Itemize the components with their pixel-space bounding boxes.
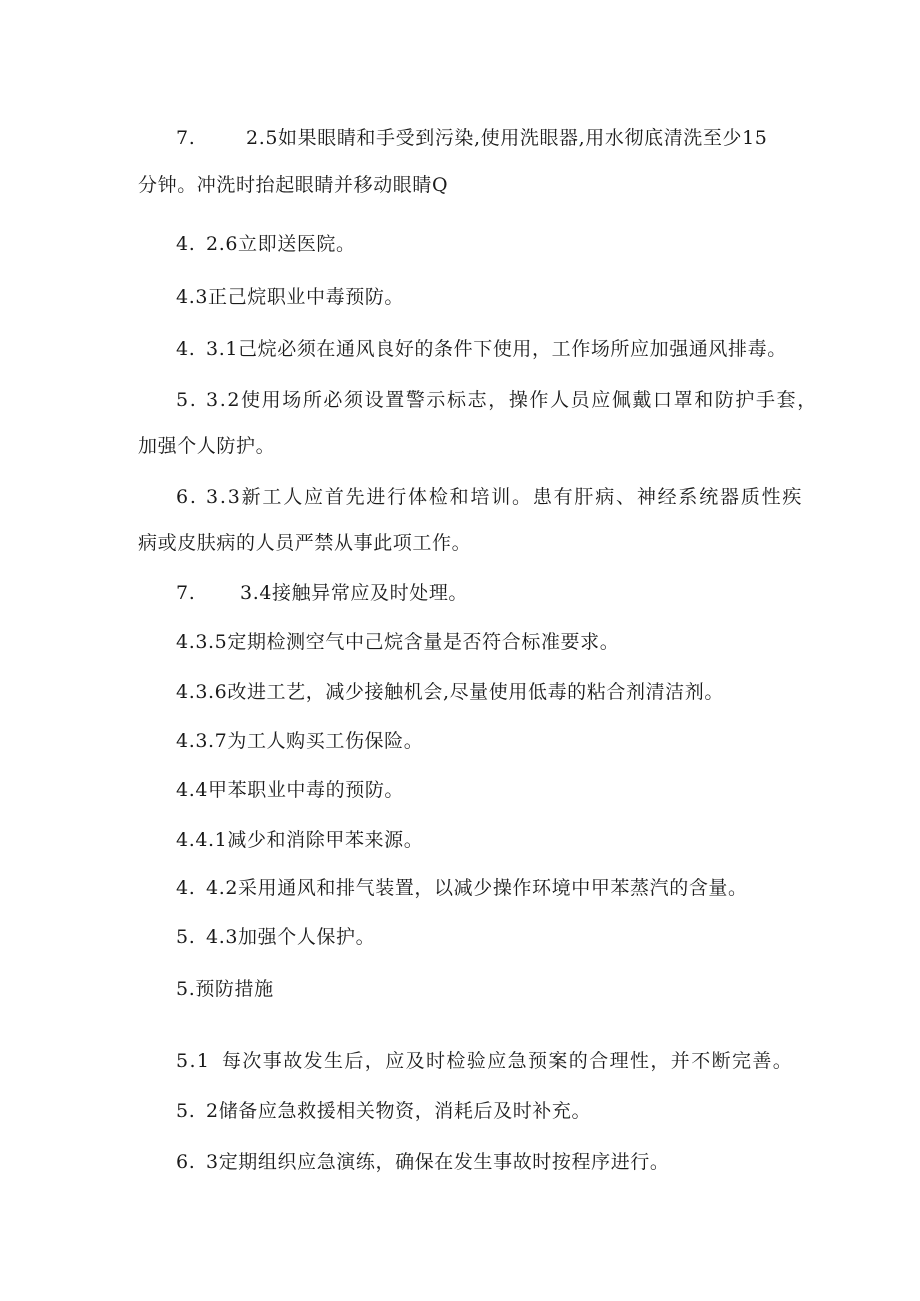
line-text: 2.5如果眼睛和手受到污染,使用洗眼器,用水彻底清洗至少15: [246, 127, 768, 149]
line-text: 4.2采用通风和排气装置，以减少操作环境中甲苯蒸汽的含量。: [206, 877, 748, 899]
paragraph-line: [176, 925, 375, 949]
section-heading: [176, 778, 404, 802]
paragraph-line: [176, 581, 468, 605]
paragraph-line: [176, 1150, 670, 1174]
paragraph-line: [176, 126, 767, 150]
line-text: 5.预防措施: [176, 978, 274, 1000]
list-number: 4.: [176, 877, 196, 899]
list-number: 7.: [176, 127, 196, 149]
paragraph-line: [176, 680, 724, 704]
line-text: 分钟。冲洗时抬起眼睛并移动眼睛Q: [138, 174, 449, 196]
paragraph-line: [176, 1099, 591, 1123]
line-text: 4.3.5定期检测空气中己烷含量是否符合标准要求。: [176, 631, 620, 653]
paragraph-line: [176, 630, 619, 654]
line-text: 每次事故发生后，应及时检验应急预案的合理性，并不断完善。: [222, 1050, 794, 1072]
line-text: 4.4甲苯职业中毒的预防。: [176, 779, 405, 801]
list-number: 7.: [176, 582, 196, 604]
section-heading: [176, 285, 404, 309]
line-text: 2储备应急救援相关物资，消耗后及时补充。: [206, 1100, 592, 1122]
line-text: 3定期组织应急演练，确保在发生事故时按程序进行。: [206, 1151, 670, 1173]
list-number: 5.: [176, 389, 198, 411]
paragraph-line: [176, 1049, 793, 1073]
list-number: 4.: [176, 233, 196, 255]
list-number: 5.1: [176, 1050, 211, 1072]
line-text: 3.2使用场所必须设置警示标志，操作人员应佩戴口罩和防护手套，: [206, 389, 818, 411]
paragraph-line: [176, 388, 818, 412]
paragraph-line: [138, 173, 448, 197]
paragraph-line: [176, 828, 423, 852]
line-text: 病或皮肤病的人员严禁从事此项工作。: [138, 532, 472, 554]
line-text: 3.1己烷必须在通风良好的条件下使用，工作场所应加强通风排毒。: [206, 338, 787, 360]
paragraph-line: [176, 485, 803, 509]
line-text: 4.3正己烷职业中毒预防。: [176, 286, 405, 308]
line-text: 3.4接触异常应及时处理。: [240, 582, 469, 604]
list-number: 4.: [176, 338, 196, 360]
line-text: 3.3新工人应首先进行体检和培训。患有肝病、神经系统器质性疾: [206, 486, 804, 508]
line-text: 加强个人防护。: [138, 435, 276, 457]
section-heading: [176, 977, 274, 1001]
line-text: 4.4.1减少和消除甲苯来源。: [176, 829, 424, 851]
list-number: 6.: [176, 1151, 196, 1173]
paragraph-line: [176, 232, 356, 256]
paragraph-line: [176, 876, 748, 900]
paragraph-line: [176, 729, 423, 753]
paragraph-line: [138, 531, 471, 555]
list-number: 5.: [176, 1100, 196, 1122]
paragraph-line: [138, 434, 275, 458]
line-text: 4.3.7为工人购买工伤保险。: [176, 730, 424, 752]
list-number: 6.: [176, 486, 198, 508]
line-text: 2.6立即送医院。: [206, 233, 356, 255]
paragraph-line: [176, 337, 787, 361]
line-text: 4.3.6改进工艺，减少接触机会,尽量使用低毒的粘合剂清洁剂。: [176, 681, 724, 703]
list-number: 5.: [176, 926, 196, 948]
line-text: 4.3加强个人保护。: [206, 926, 376, 948]
